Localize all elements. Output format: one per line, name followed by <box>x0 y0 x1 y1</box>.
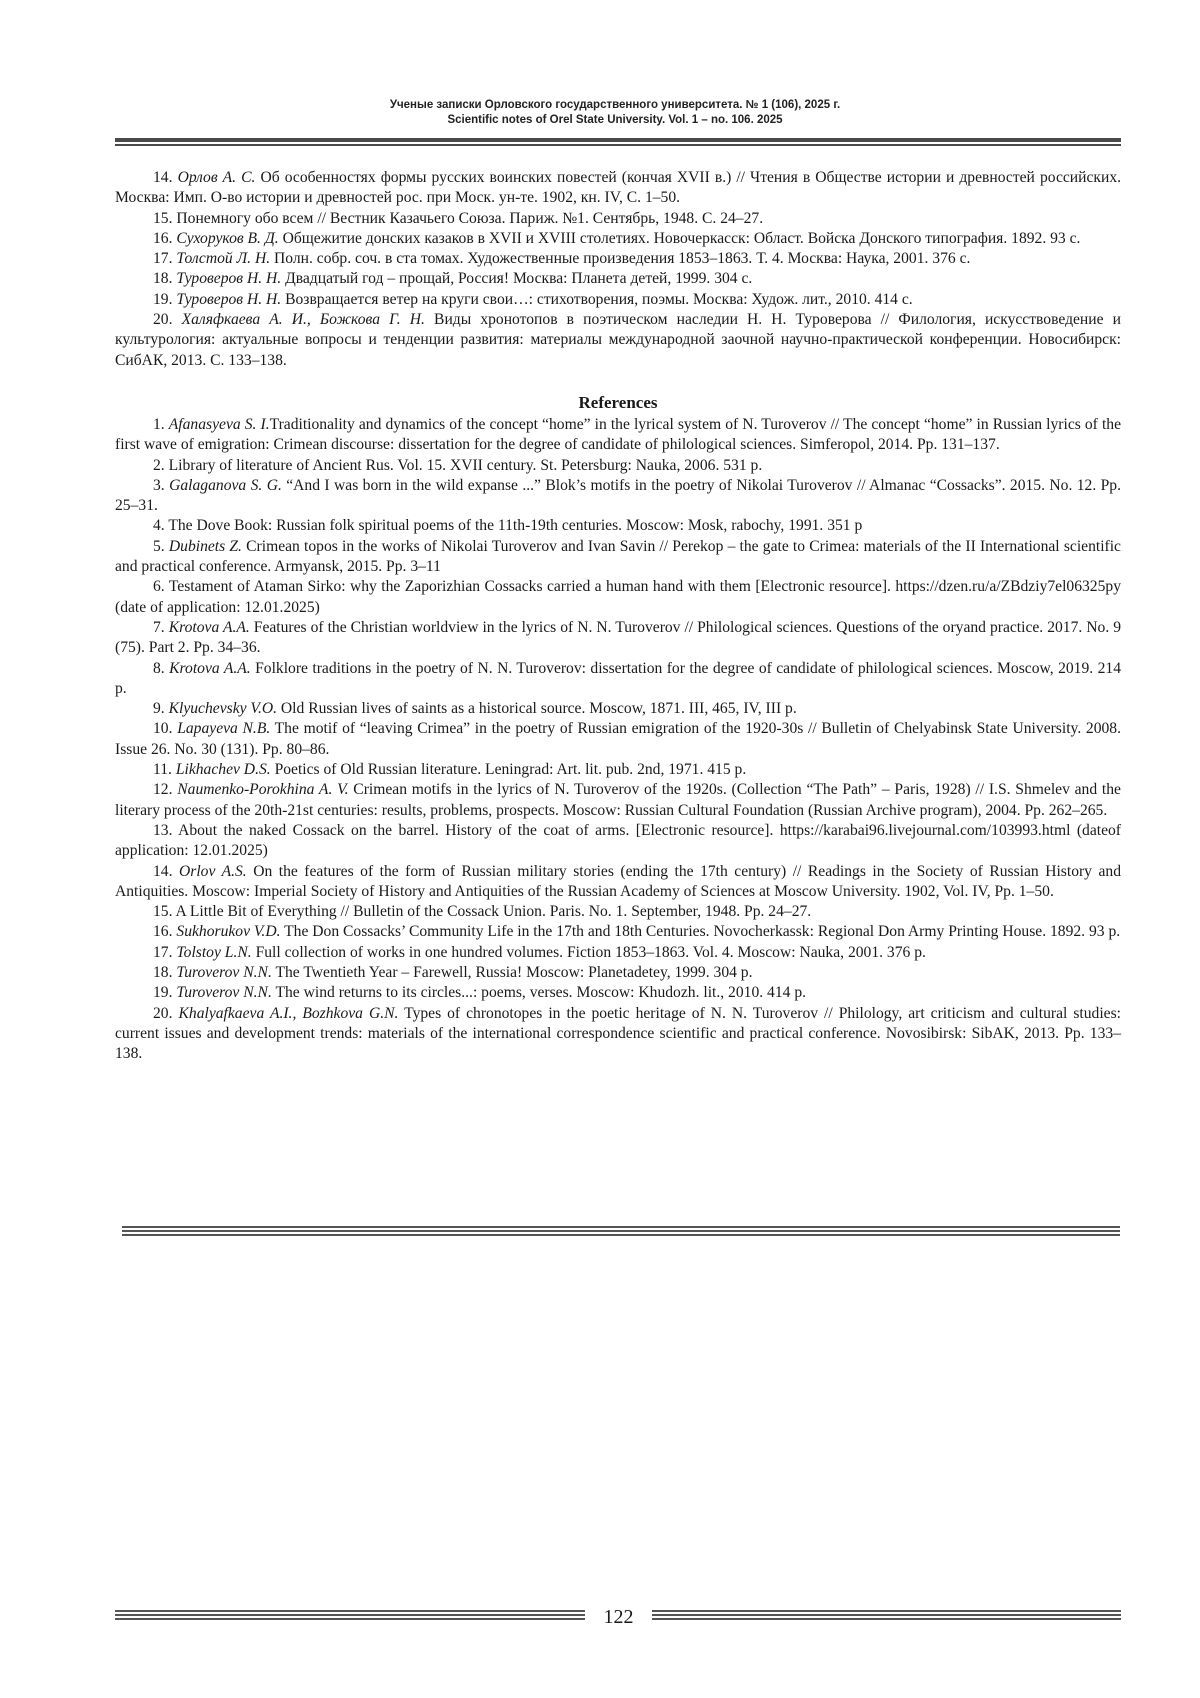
reference-author: Orlov A.S. <box>179 862 247 880</box>
reference-number: 20. <box>153 1004 173 1022</box>
reference-author: Сухоруков В. Д. <box>176 229 279 247</box>
reference-author: Galaganova S. G. <box>169 476 282 494</box>
reference-author: Afanasyeva S. I. <box>168 415 270 433</box>
reference-text: The Don Cossacks’ Community Life in the 17th and 18th Centuries. Novocherkassk: Regional Don Army Printing House. 1892. 93 p. <box>280 923 1121 941</box>
reference-entry <box>115 476 1121 517</box>
reference-entry <box>115 902 1121 922</box>
reference-text: The Dove Book: Russian folk spiritual poems of the 11th-19th centuries. Moscow: Mosk, rabochy, 1991. 351 p <box>168 517 863 535</box>
reference-text: A Little Bit of Everything // Bulletin of the Cossack Union. Paris. No. 1. September, 1948. Pp. 24–27. <box>175 903 812 921</box>
reference-text: Возвращается ветер на круги свои…: стихотворения, поэмы. Москва: Худож. лит., 2010. 414 с. <box>281 290 913 308</box>
reference-text: Понемногу обо всем // Вестник Казачьего Союза. Париж. №1. Сентябрь, 1948. С. 24–27. <box>176 209 764 227</box>
reference-entry <box>115 699 1121 719</box>
reference-text: Features of the Christian worldview in the lyrics of N. N. Turoverov // Philological sciences. Questions of the oryand practice. 2017. No. 9 (75). Part 2. Pp. 34–36. <box>115 618 1122 657</box>
reference-text: Types of chronotopes in the poetic heritage of N. N. Turoverov // Philology, art criticism and cultural studies: current issues and development trends: materials of the international correspondence scientific and practical conference. Novosibirsk: SibAK, 2013. Pp. 133–138. <box>115 1004 1121 1063</box>
reference-text: The motif of “leaving Crimea” in the poetry of Russian emigration of the 1920-30s // Bulletin of Chelyabinsk State University. 2008. Issue 26. No. 30 (131). Pp. 80–86. <box>115 720 1121 758</box>
reference-number: 5. <box>153 537 165 555</box>
reference-author: Tolstoy L.N. <box>176 943 252 961</box>
reference-number: 8. <box>153 659 165 677</box>
reference-text: Двадцатый год – прощай, Россия! Москва: Планета детей, 1999. 304 с. <box>281 270 753 288</box>
reference-number: 18. <box>153 963 173 981</box>
reference-number: 11. <box>153 761 172 779</box>
reference-entry <box>115 618 1121 659</box>
journal-title-ru: Ученые записки Орловского государственного университета. № 1 (106), 2025 г. <box>389 99 841 111</box>
reference-text: Full collection of works in one hundred volumes. Fiction 1853–1863. Vol. 4. Moscow: Nauka, 2001. 376 p. <box>251 943 926 961</box>
reference-entry <box>115 456 1121 476</box>
reference-number: 4. <box>153 517 165 535</box>
reference-entry <box>115 209 1121 229</box>
reference-author: Dubinets Z. <box>168 537 242 555</box>
reference-entry <box>115 983 1121 1003</box>
running-header <box>115 98 1115 128</box>
reference-text: Виды хронотопов в поэтическом наследии Н. Н. Туроверова // Филология, искусствоведение и культурология: актуальные вопросы и тенденции развития: материалы международной заочной научно-практической конференции. Новосибирск: СибАК, 2013. С. 133–138. <box>115 311 1121 369</box>
reference-number: 16. <box>153 923 173 941</box>
reference-text: Old Russian lives of saints as a historical source. Moscow, 1871. III, 465, IV, III p. <box>277 700 797 718</box>
reference-entry <box>115 821 1121 862</box>
reference-text: Crimean motifs in the lyrics of N. Turoverov of the 1920s. (Collection “The Path” – Paris, 1928) // I.S. Shmelev and the literary process of the 20th-21st centuries: results, problems, prospects. Moscow: Russian Cultural Foundation (Russian Archive program), 2004. Pp. 262–265. <box>115 781 1121 819</box>
reference-entry <box>115 719 1121 760</box>
reference-number: 20. <box>153 311 173 329</box>
reference-entry <box>115 577 1121 618</box>
reference-entry <box>115 310 1121 371</box>
reference-text: Folklore traditions in the poetry of N. N. Turoverov: dissertation for the degree of candidate of philological sciences. Moscow, 2019. 214 p. <box>115 659 1121 697</box>
reference-entry <box>115 290 1121 310</box>
reference-author: Sukhorukov V.D. <box>176 923 281 941</box>
reference-text: Library of literature of Ancient Rus. Vol. 15. XVII century. St. Petersburg: Nauka, 2006. 531 p. <box>168 456 763 474</box>
footer-rule-left <box>115 1610 585 1622</box>
reference-entry <box>115 229 1121 249</box>
reference-number: 19. <box>153 984 173 1002</box>
reference-author: Lapayeva N.B. <box>177 720 271 738</box>
reference-entry <box>115 249 1121 269</box>
reference-entry <box>115 780 1121 821</box>
reference-number: 13. <box>153 821 173 839</box>
reference-entry <box>115 922 1121 942</box>
reference-entry <box>115 862 1121 903</box>
reference-number: 6. <box>153 578 165 596</box>
page-number: 122 <box>603 1606 634 1628</box>
reference-author: Туроверов Н. Н. <box>176 270 282 288</box>
reference-number: 17. <box>153 250 173 268</box>
reference-number: 3. <box>153 476 165 494</box>
header-rule <box>115 138 1121 146</box>
references-heading: References <box>578 392 658 412</box>
reference-entry <box>115 415 1121 456</box>
russian-reference-list <box>115 168 1121 371</box>
reference-number: 19. <box>153 290 173 308</box>
reference-text: The wind returns to its circles...: poems, verses. Moscow: Khudozh. lit., 2010. 414 p. <box>271 984 807 1002</box>
reference-entry <box>115 516 1121 536</box>
reference-text: Poetics of Old Russian literature. Leningrad: Art. lit. pub. 2nd, 1971. 415 p. <box>270 761 747 779</box>
english-reference-list <box>115 415 1121 1065</box>
section-end-rule <box>122 1226 1120 1238</box>
reference-text: The Twentieth Year – Farewell, Russia! Moscow: Planetadetey, 1999. 304 p. <box>271 963 753 981</box>
reference-text: Общежитие донских казаков в XVII и XVIII столетиях. Новочеркасск: Област. Войска Донского типография. 1892. 93 с. <box>278 229 1081 247</box>
reference-entry <box>115 963 1121 983</box>
reference-entry <box>115 760 1121 780</box>
reference-author: Turoverov N.N. <box>176 984 272 1002</box>
reference-author: Turoverov N.N. <box>176 963 272 981</box>
reference-text: Полн. собр. соч. в ста томах. Художественные произведения 1853–1863. Т. 4. Москва: Наука, 2001. 376 с. <box>270 250 971 268</box>
reference-number: 14. <box>153 169 173 186</box>
reference-text: Traditionality and dynamics of the concept “home” in the lyrical system of N. Turoverov // The concept “home” in Russian lyrics of the first wave of emigration: Crimean discourse: dissertation for the degree of candidate of philological sciences. Simferopol, 2014. Pp. 131–137. <box>115 415 1122 454</box>
reference-number: 14. <box>153 862 173 880</box>
reference-entry <box>115 1004 1121 1065</box>
reference-number: 15. <box>153 903 173 921</box>
reference-text: About the naked Cossack on the barrel. History of the coat of arms. [Electronic resource]. https://karabai96.livejournal.com/103993.html (dateof application: 12.01.2025) <box>115 821 1121 860</box>
reference-number: 1. <box>153 415 165 433</box>
reference-entry <box>115 168 1121 209</box>
reference-author: Naumenko-Porokhina A. V. <box>177 781 349 799</box>
reference-text: Crimean topos in the works of Nikolai Turoverov and Ivan Savin // Perekop – the gate to Crimea: materials of the II International scientific and practical conference. Armyansk, 2015. Pp. 3–11 <box>115 537 1121 576</box>
reference-number: 18. <box>153 270 173 288</box>
reference-text: “And I was born in the wild expanse ...” Blok’s motifs in the poetry of Nikolai Turoverov // Almanac “Cossacks”. 2015. No. 12. Pp. 25–31. <box>115 476 1122 515</box>
reference-number: 16. <box>153 229 173 247</box>
footer-rule-right <box>652 1610 1121 1622</box>
reference-author: Klyuchevsky V.O. <box>168 700 278 718</box>
reference-author: Krotova A.A. <box>168 618 250 636</box>
reference-author: Халяфкаева А. И., Божкова Г. Н. <box>181 311 425 329</box>
reference-number: 12. <box>153 781 173 799</box>
reference-author: Туроверов Н. Н. <box>176 290 282 308</box>
reference-number: 15. <box>153 209 173 227</box>
reference-text: On the features of the form of Russian military stories (ending the 17th century) // Readings in the Society of Russian History and Antiquities. Moscow: Imperial Society of History and Antiquities of the Russian Academy of Sciences at Moscow University. 1902, Vol. IV, Pp. 1–50. <box>115 862 1121 900</box>
journal-title-en: Scientific notes of Orel State University. Vol. 1 – no. 106. 2025 <box>447 114 783 126</box>
reference-author: Khalyafkaeva A.I., Bozhkova G.N. <box>178 1004 399 1022</box>
reference-author: Толстой Л. Н. <box>176 250 271 268</box>
reference-entry <box>115 269 1121 289</box>
reference-number: 2. <box>153 456 165 474</box>
reference-author: Likhachev D.S. <box>175 761 271 779</box>
reference-author: Орлов А. С. <box>177 169 256 186</box>
reference-text: Об особенностях формы русских воинских повестей (кончая XVII в.) // Чтения в Обществе истории и древностей российских. Москва: Имп. О-во истории и древностей рос. при Моск. ун-те. 1902, кн. IV, С. 1–50. <box>115 169 1122 207</box>
reference-author: Krotova A.A. <box>169 659 251 677</box>
reference-number: 17. <box>153 943 173 961</box>
reference-entry <box>115 943 1121 963</box>
reference-number: 7. <box>153 618 165 636</box>
reference-entry <box>115 537 1121 578</box>
reference-number: 10. <box>153 720 173 738</box>
reference-content <box>115 168 1121 1064</box>
reference-text: Testament of Ataman Sirko: why the Zaporizhian Cossacks carried a human hand with them [Electronic resource]. https://dzen.ru/a/ZBdziy7el06325py (date of application: 12.01.2025) <box>115 578 1121 616</box>
reference-number: 9. <box>153 700 165 718</box>
reference-entry <box>115 659 1121 700</box>
